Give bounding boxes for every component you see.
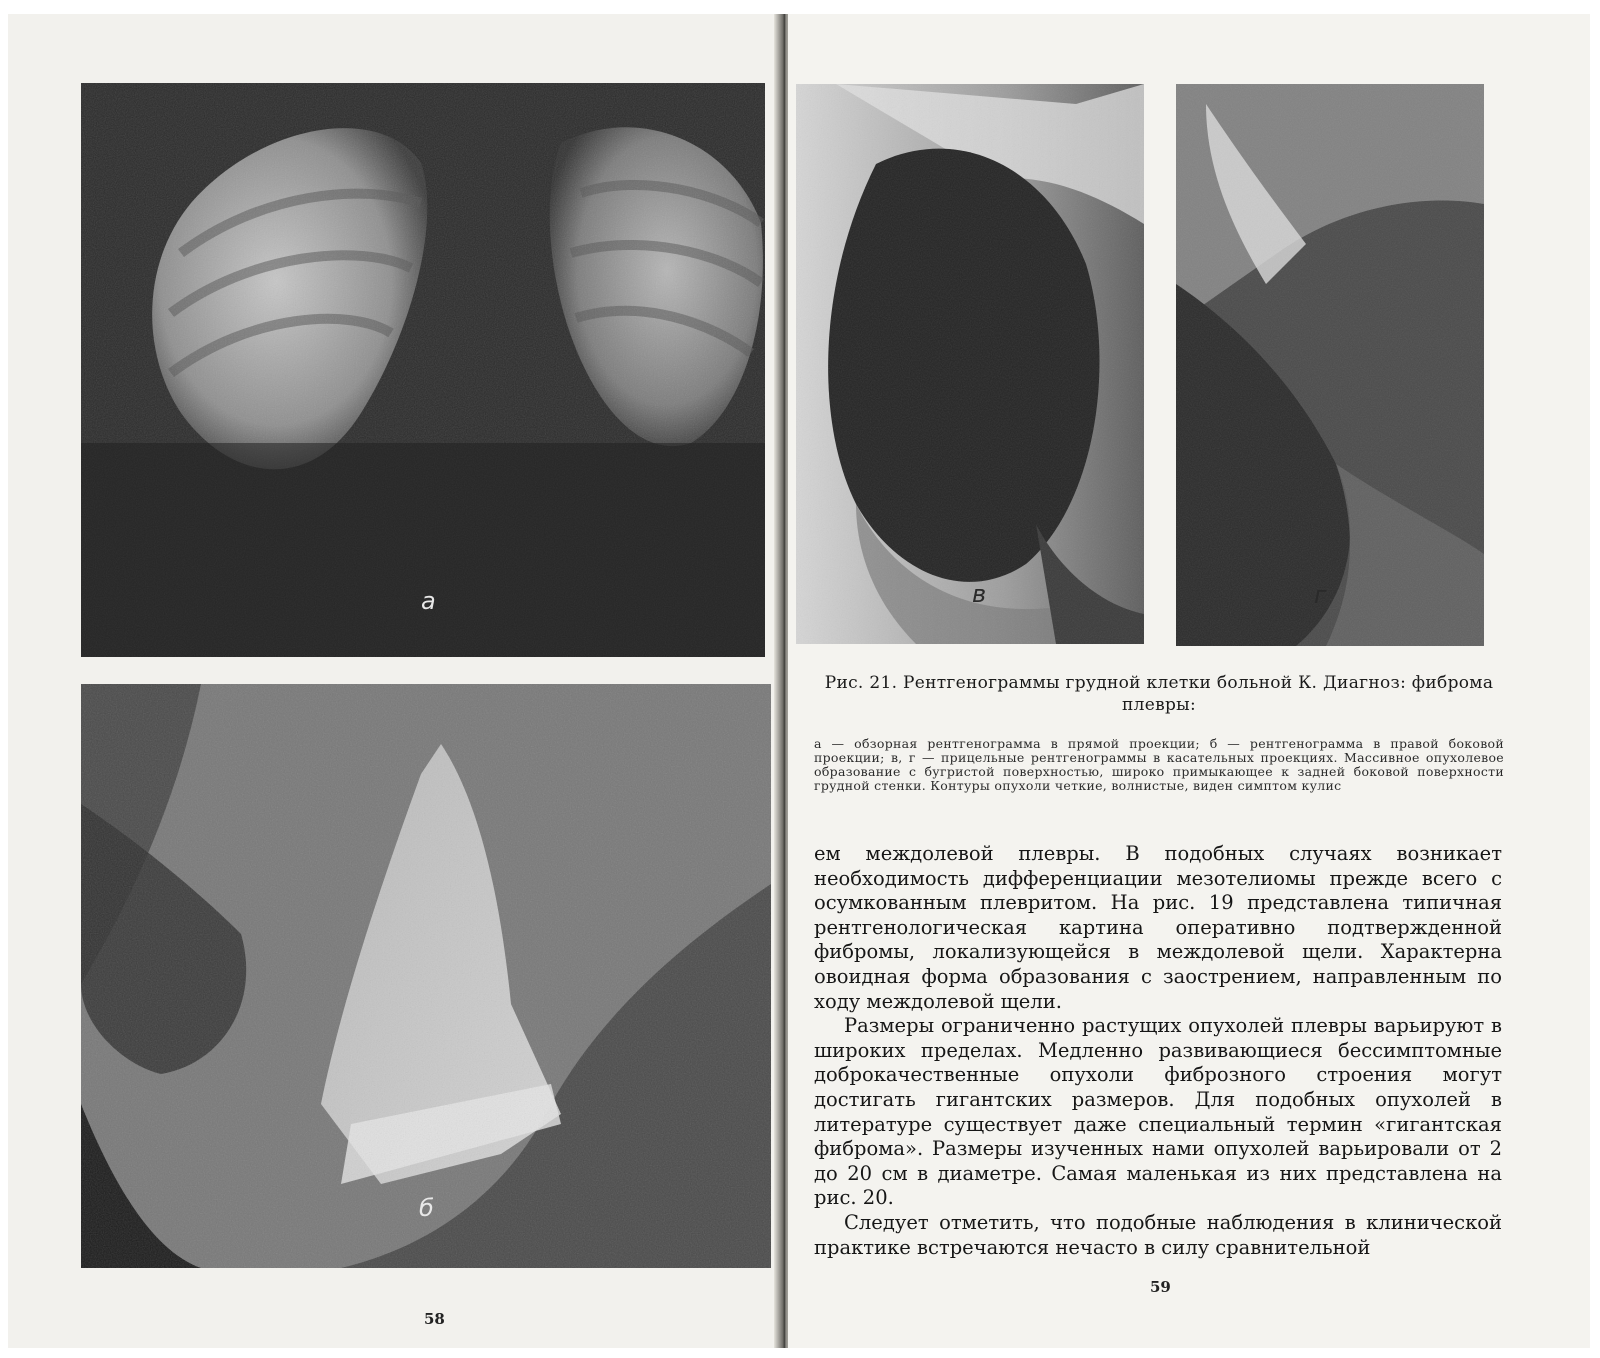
body-text <box>814 842 1502 1260</box>
xray-v-image <box>796 84 1144 644</box>
xray-plate-a <box>81 83 765 657</box>
xray-plate-g <box>1176 84 1484 646</box>
paragraph-2: Размеры ограниченно растущих опухолей плевры варьируют в широких пределах. Медленно развивающиеся бессимптомные доброкачественные опухоли фиброзного строения могут достигать гигантских размеров. Для подобных опухолей в литературе существует даже специальный термин «гигантская фиброма». Размеры изученных нами опухолей варьировали от 2 до 20 см в диаметре. Самая маленькая из них представлена на рис. 20. <box>814 1014 1502 1210</box>
paragraph-3: Следует отметить, что подобные наблюдения в клинической практике встречаются нечасто в силу сравнительной <box>814 1210 1502 1259</box>
xray-plate-b <box>81 684 771 1268</box>
left-page <box>8 14 780 1348</box>
paragraph-1: ем междолевой плевры. В подобных случаях возникает необходимость дифференциации мезотелиомы прежде всего с осумкованным плевритом. На рис. 19 представлена типичная рентгенологическая картина оперативно подтвержденной фибромы, локализующейся в междолевой щели. Характерна овоидная форма образования с заострением, направленным по ходу междолевой щели. <box>814 842 1502 1013</box>
xray-b-image <box>81 684 771 1268</box>
page-number-left: 58 <box>424 1310 445 1328</box>
xray-plate-v <box>796 84 1144 644</box>
right-page <box>788 14 1590 1348</box>
plate-label-b: б <box>419 1194 434 1222</box>
figure-caption-title: Рис. 21. Рентгенограммы грудной клетки больной К. Диагноз: фиброма плевры: <box>824 673 1494 715</box>
plate-label-v: в <box>972 580 987 608</box>
xray-a-image <box>81 83 765 657</box>
book-spread <box>8 14 1590 1348</box>
xray-g-image <box>1176 84 1484 646</box>
figure-caption-description: а — обзорная рентгенограмма в прямой проекции; б — рентгенограмма в правой боковой проекции; в, г — прицельные рентгенограммы в касательных проекциях. Массивное опухолевое образование с бугристой поверхностью, широко примыкающее к задней боковой поверхности грудной стенки. Контуры опухоли четкие, волнистые, виден симптом кулис <box>814 736 1504 793</box>
plate-label-g: г <box>1314 581 1327 609</box>
plate-label-a: а <box>421 587 436 615</box>
page-number-right: 59 <box>1150 1278 1171 1296</box>
